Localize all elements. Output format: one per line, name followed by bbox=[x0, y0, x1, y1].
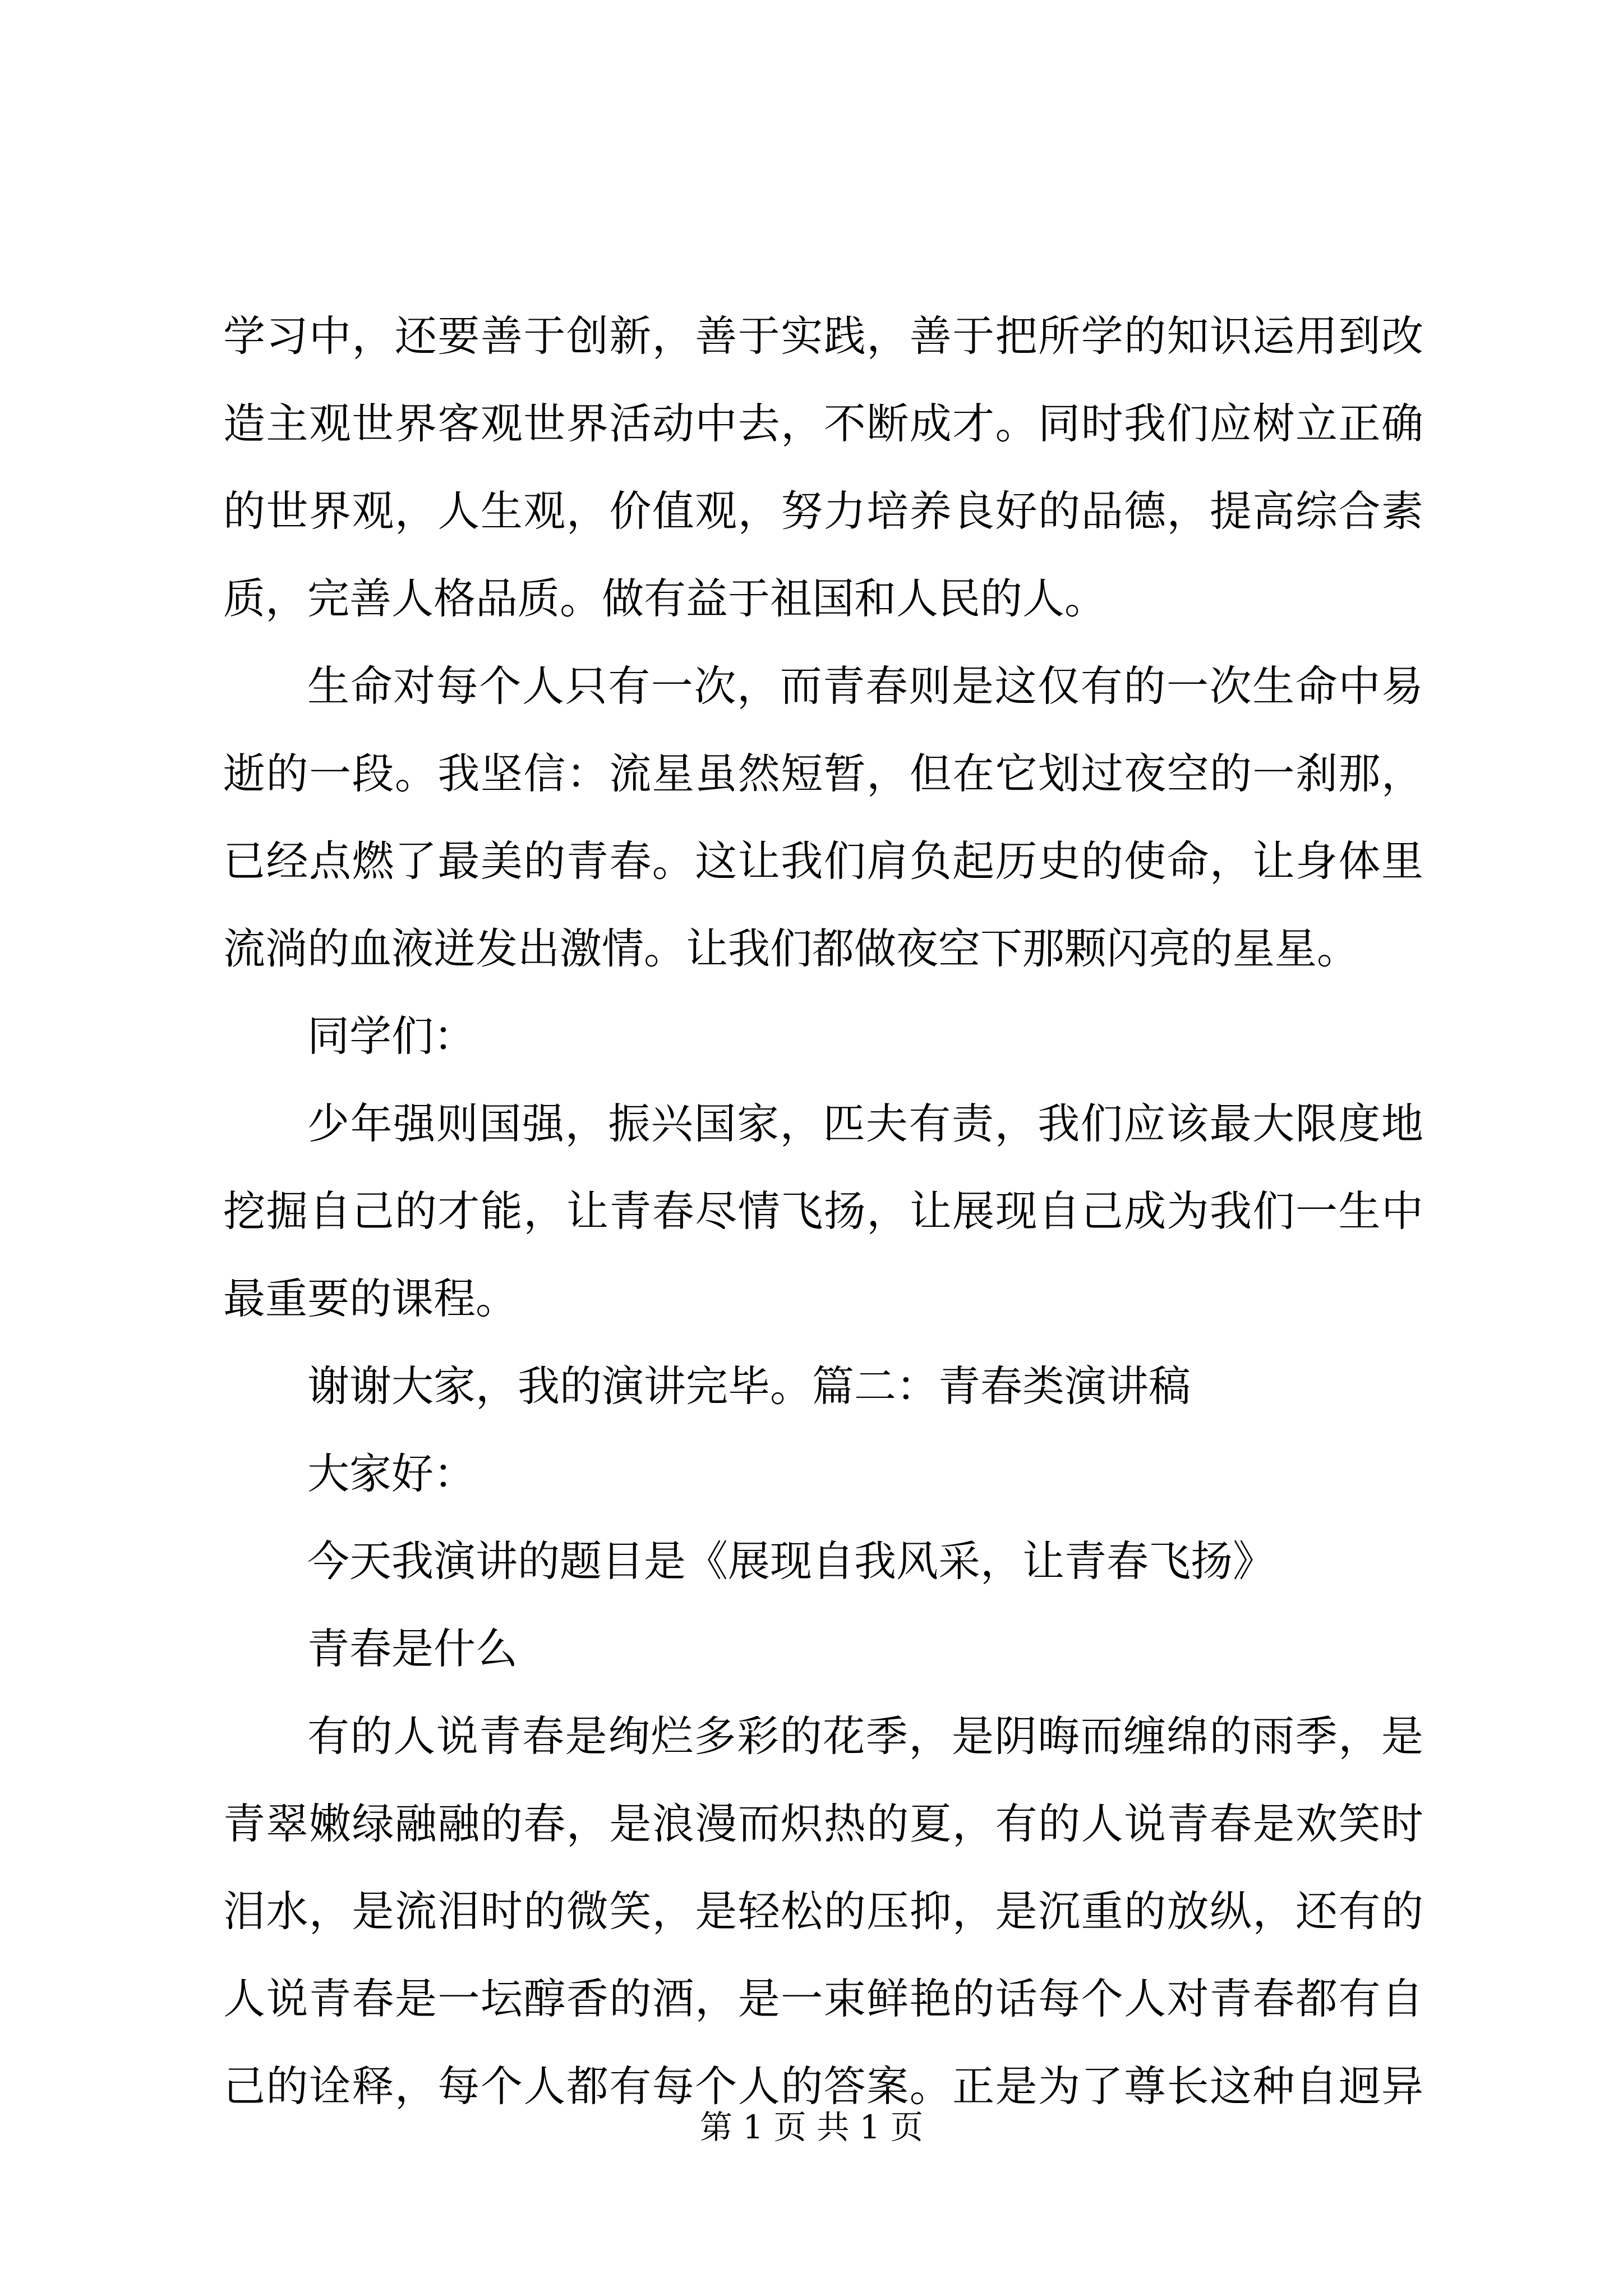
text-line: 己的诠释，每个人都有每个人的答案。正是为了尊长这种自迥异 bbox=[223, 2062, 1423, 2111]
text-line: 人说青春是一坛醇香的酒，是一束鲜艳的话每个人对青春都有自 bbox=[223, 1974, 1423, 2023]
text-line: 青春是什么 bbox=[307, 1624, 518, 1673]
text-line: 流淌的血液迸发出激情。让我们都做夜空下那颗闪亮的星星。 bbox=[223, 924, 1359, 973]
text-line: 的世界观，人生观，价值观，努力培养良好的品德，提高综合素 bbox=[223, 486, 1423, 536]
text-line: 学习中，还要善于创新，善于实践，善于把所学的知识运用到改 bbox=[223, 311, 1423, 361]
text-line: 最重要的课程。 bbox=[223, 1274, 518, 1323]
text-line: 泪水，是流泪时的微笑，是轻松的压抑，是沉重的放纵，还有的 bbox=[223, 1887, 1423, 1936]
text-line: 挖掘自己的才能，让青春尽情飞扬，让展现自己成为我们一生中 bbox=[223, 1186, 1423, 1236]
text-line: 今天我演讲的题目是《展现自我风采，让青春飞扬》 bbox=[307, 1536, 1275, 1586]
text-line: 同学们： bbox=[307, 1011, 476, 1061]
text-line: 造主观世界客观世界活动中去，不断成才。同时我们应树立正确 bbox=[223, 399, 1423, 448]
text-line: 谢谢大家，我的演讲完毕。篇二：青春类演讲稿 bbox=[307, 1361, 1191, 1411]
text-line: 生命对每个人只有一次，而青春则是这仅有的一次生命中易 bbox=[307, 661, 1423, 711]
text-line: 逝的一段。我坚信：流星虽然短暂，但在它划过夜空的一刹那， bbox=[223, 749, 1423, 798]
text-line: 已经点燃了最美的青春。这让我们肩负起历史的使命，让身体里 bbox=[223, 836, 1423, 886]
text-line: 少年强则国强，振兴国家，匹夫有责，我们应该最大限度地 bbox=[307, 1099, 1423, 1148]
page-footer: 第 1 页 共 1 页 bbox=[700, 2108, 923, 2146]
text-line: 有的人说青春是绚烂多彩的花季，是阴晦而缠绵的雨季，是 bbox=[307, 1711, 1423, 1761]
text-line: 青翠嫩绿融融的春，是浪漫而炽热的夏，有的人说青春是欢笑时 bbox=[223, 1799, 1423, 1848]
text-line: 质，完善人格品质。做有益于祖国和人民的人。 bbox=[223, 574, 1107, 623]
text-line: 大家好： bbox=[307, 1449, 476, 1498]
